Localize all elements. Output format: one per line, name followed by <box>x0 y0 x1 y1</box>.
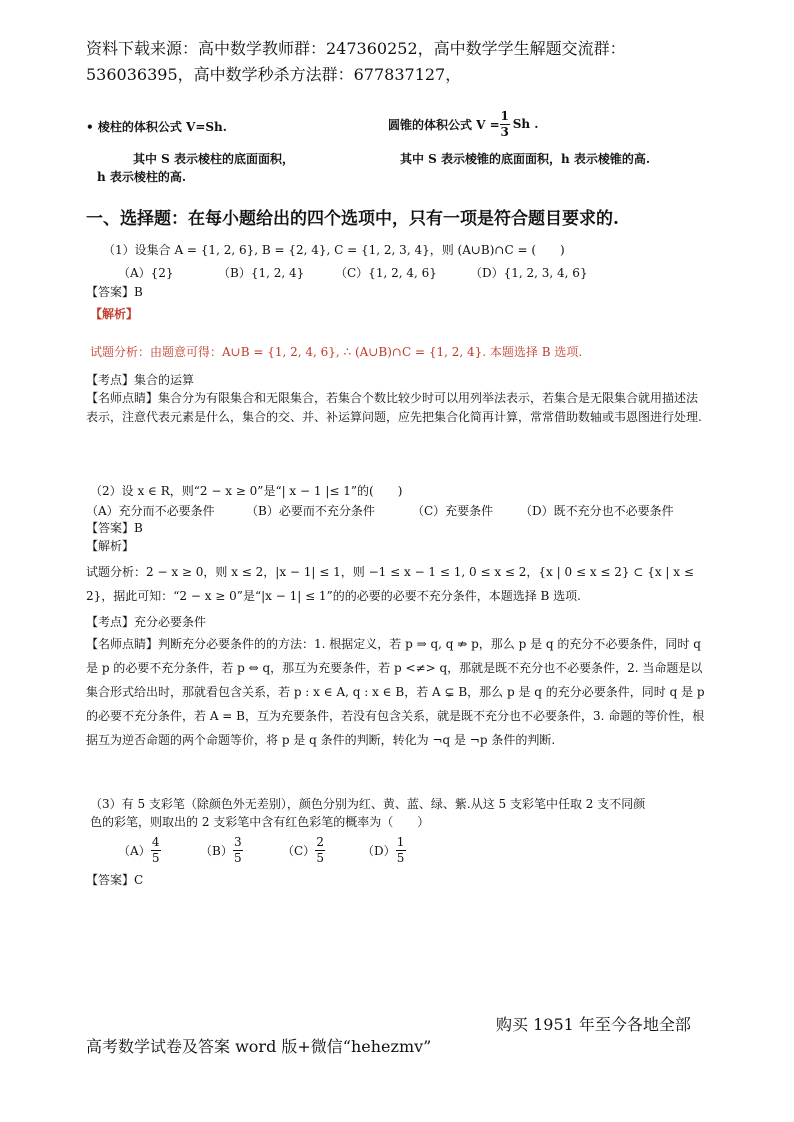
q3-stem-line-1: （3）有 5 支彩笔（除颜色外无差别），颜色分别为红、黄、蓝、绿、紫.从这 5 支彩笔中任取 2 支不同颜 <box>90 797 646 811</box>
q2-analysis-label: 【解析】 <box>86 539 135 553</box>
prism-volume-formula: • 棱柱的体积公式 V=Sh. <box>86 120 227 134</box>
q1-analysis: 试题分析：由题意可得：A∪B = {1, 2, 4, 6}, ∴ (A∪B)∩C = {1, 2, 4}. 本题选择 B 选项. <box>90 345 583 359</box>
q3-option-b-denominator: 5 <box>234 850 242 865</box>
q2-point: 【考点】充分必要条件 <box>86 615 207 629</box>
q3-option-c-numerator: 2 <box>316 834 324 849</box>
q1-analysis-label: 【解析】 <box>90 307 139 321</box>
cone-volume-formula <box>388 108 538 140</box>
q2-analysis: 试题分析：2 − x ≥ 0，则 x ≤ 2，|x − 1| ≤ 1，则 −1 ≤ x − 1 ≤ 1, 0 ≤ x ≤ 2，{x | 0 ≤ x ≤ 2} ⊂ {x | x ≤ 2}，据此可知：“2 − x ≥ 0”是“|x − 1| ≤ 1”的的必要的必要不充分条件，本题选择 B 选项. <box>86 565 694 603</box>
q3-option-a-label: （A） <box>118 843 151 858</box>
q1-option-a: （A）{2} <box>118 266 174 280</box>
q3-option-d <box>362 830 406 870</box>
q3-option-b-numerator: 3 <box>234 834 242 849</box>
q3-option-b-label: （B） <box>200 843 233 858</box>
q3-option-b <box>200 830 243 870</box>
footer-line-2: 高考数学试卷及答案 word 版+微信“hehezmv” <box>86 1037 432 1056</box>
q3-option-a-denominator: 5 <box>151 850 160 865</box>
header-line-2: 536036395，高中数学秒杀方法群：677837127， <box>86 65 462 84</box>
q3-option-b-fraction <box>233 836 243 865</box>
header-line-1: 资料下载来源：高中数学教师群：247360252，高中数学学生解题交流群： <box>86 39 626 58</box>
q1-option-b: （B）{1, 2, 4} <box>218 266 305 280</box>
cone-formula-prefix: 圆锥的体积公式 V = <box>388 117 500 132</box>
q2-answer: 【答案】B <box>86 521 143 535</box>
cone-note: 其中 S 表示棱锥的底面面积，h 表示棱锥的高. <box>400 152 651 166</box>
q3-option-c-fraction <box>315 836 325 865</box>
q3-answer: 【答案】C <box>86 873 144 887</box>
q2-option-d: （D）既不充分也不必要条件 <box>520 504 674 518</box>
q2-option-b: （B）必要而不充分条件 <box>246 504 375 518</box>
prism-note-2: h 表示棱柱的高. <box>97 170 187 184</box>
q3-option-d-numerator: 1 <box>396 834 405 849</box>
q3-option-c-label: （C） <box>282 843 316 858</box>
q1-comment: 【名师点睛】集合分为有限集合和无限集合，若集合个数比较少时可以用列举法表示，若集合是无限集合就用描述法表示，注意代表元素是什么，集合的交、并、补运算问题，应先把集合化简再计算，常常借助数轴或韦恩图进行处理. <box>86 391 702 424</box>
q3-option-d-label: （D） <box>362 843 396 858</box>
prism-note-1: 其中 S 表示棱柱的底面面积， <box>133 152 295 166</box>
q3-option-a-fraction <box>151 836 161 865</box>
q1-answer: 【答案】B <box>86 285 143 299</box>
section-title: 一、选择题：在每小题给出的四个选项中，只有一项是符合题目要求的. <box>86 209 619 229</box>
q3-option-a <box>118 830 161 870</box>
cone-formula-suffix: Sh . <box>512 117 539 131</box>
q1-point: 【考点】集合的运算 <box>86 373 195 387</box>
q1-stem: （1）设集合 A = {1, 2, 6}, B = {2, 4}, C = {1, 2, 3, 4}，则 (A∪B)∩C = ( ) <box>103 243 565 257</box>
q3-option-c <box>282 830 325 870</box>
q1-option-d: （D）{1, 2, 3, 4, 6} <box>470 266 588 280</box>
q3-option-c-denominator: 5 <box>316 850 324 865</box>
cone-fraction-numerator: 1 <box>500 108 509 123</box>
cone-fraction <box>500 110 510 139</box>
cone-fraction-denominator: 3 <box>500 124 509 139</box>
footer-line-1: 购买 1951 年至今各地全部 <box>496 1015 691 1034</box>
q2-option-a: （A）充分而不必要条件 <box>86 504 215 518</box>
q3-option-a-numerator: 4 <box>151 834 160 849</box>
q1-option-c: （C）{1, 2, 4, 6} <box>335 266 437 280</box>
q3-stem-line-2: 色的彩笔，则取出的 2 支彩笔中含有红色彩笔的概率为（ ） <box>90 815 430 829</box>
q3-option-d-denominator: 5 <box>396 850 405 865</box>
q2-comment: 【名师点睛】判断充分必要条件的的方法：1. 根据定义，若 p ⇒ q, q ⇏ p，那么 p 是 q 的充分不必要条件，同时 q 是 p 的必要不充分条件，若 p ⇔ q，那互为充要条件，若 p <≠> q，那就是既不充分也不必要条件，2. 当命题是以集合形式给出时，那就看包含关系，若 p : x ∈ A, q : x ∈ B，若 A ⊊ B，那么 p 是 q 的充分必要条件，同时 q 是 p 的必要不充分条件，若 A = B，互为充要条件，若没有包含关系，就是既不充分也不必要条件，3. 命题的等价性，根据互为逆否命题的两个命题等价，将 p 是 q 条件的判断，转化为 ¬q 是 ¬p 条件的判断. <box>86 637 705 747</box>
q3-option-d-fraction <box>396 836 406 865</box>
q2-stem: （2）设 x ∈ R，则“2 − x ≥ 0”是“| x − 1 |≤ 1”的( ) <box>90 484 403 498</box>
q2-option-c: （C）充要条件 <box>412 504 494 518</box>
